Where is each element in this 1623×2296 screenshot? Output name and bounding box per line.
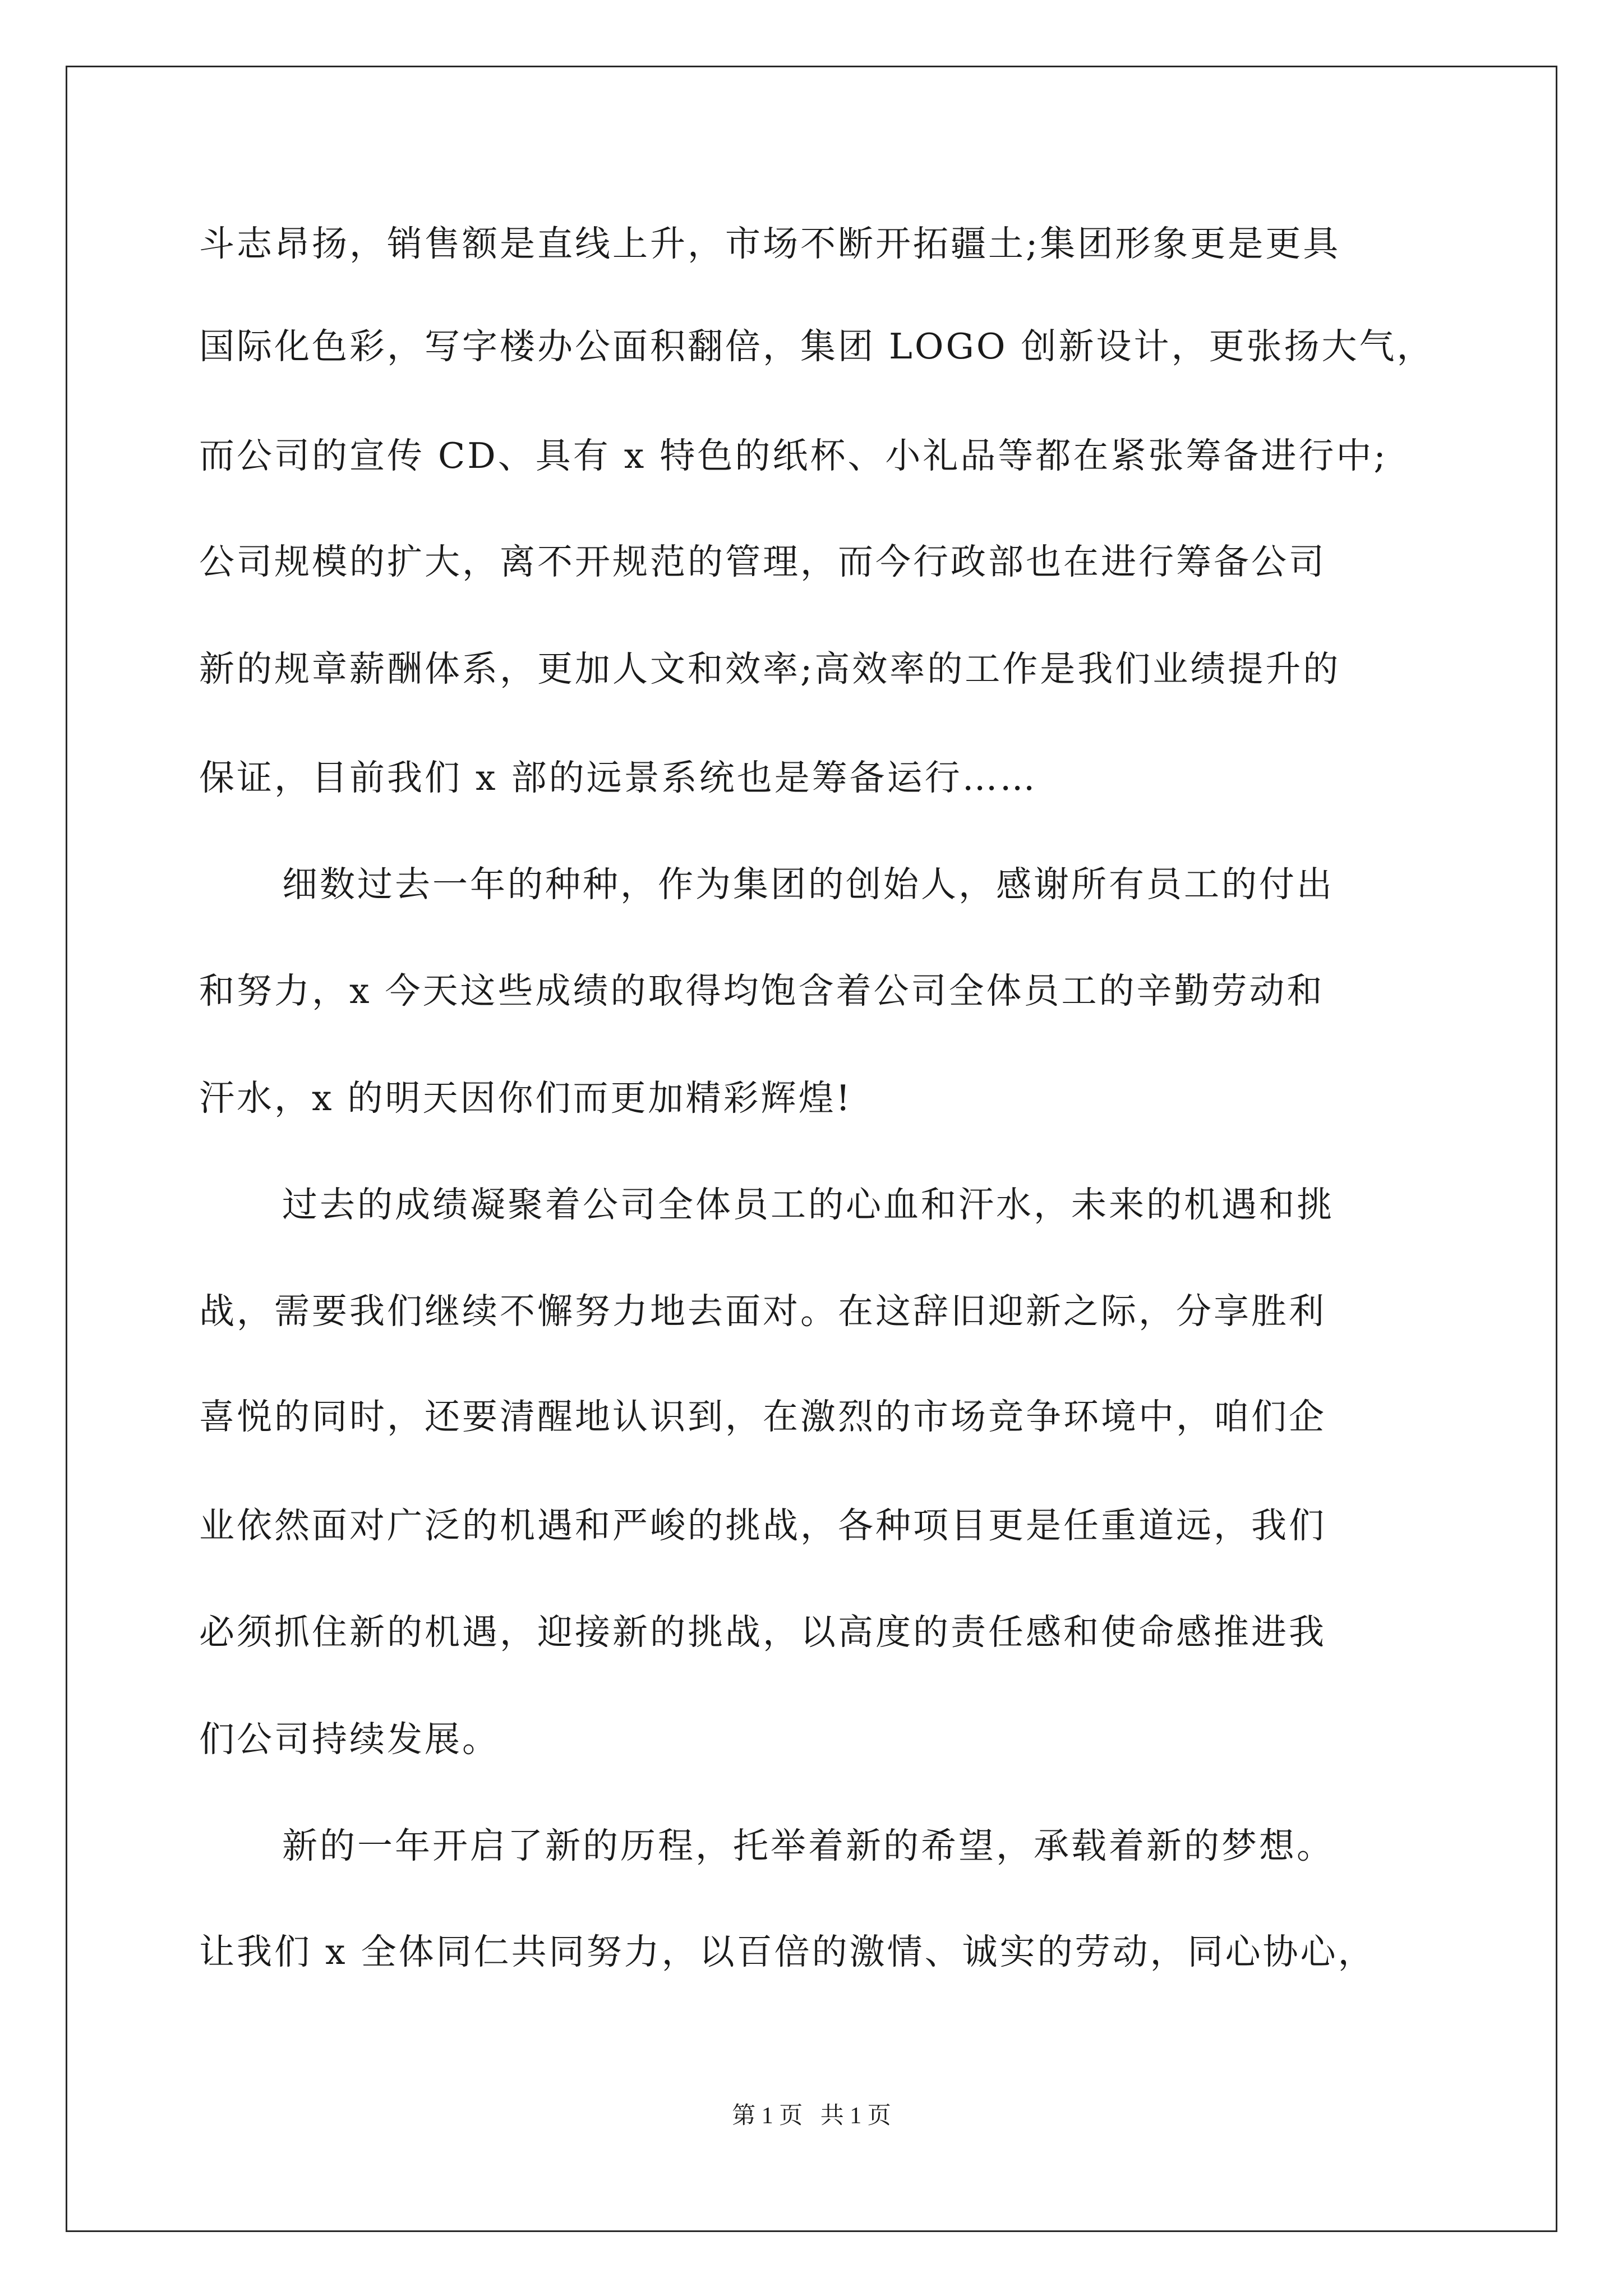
page-number-footer: 第 1 页 共 1 页 <box>732 2103 891 2129</box>
paragraph-line: 斗志昂扬，销售额是直线上升，市场不断开拓疆土;集团形象更是更具 <box>199 223 1341 264</box>
paragraph-first-line: 过去的成绩凝聚着公司全体员工的心血和汗水，未来的机遇和挑 <box>282 1184 1334 1225</box>
paragraph-first-line: 细数过去一年的种种，作为集团的创始人，感谢所有员工的付出 <box>282 864 1334 905</box>
paragraph-line: 而公司的宣传 CD、具有 x 特色的纸杯、小礼品等都在紧张筹备进行中; <box>199 435 1388 476</box>
paragraph-line: 国际化色彩，写字楼办公面积翻倍，集团 LOGO 创新设计，更张扬大气， <box>199 326 1435 367</box>
paragraph-line: 和努力，x 今天这些成绩的取得均饱含着公司全体员工的辛勤劳动和 <box>199 970 1325 1011</box>
paragraph-first-line: 新的一年开启了新的历程，托举着新的希望，承载着新的梦想。 <box>282 1825 1334 1866</box>
paragraph-line: 公司规模的扩大，离不开规范的管理，而今行政部也在进行筹备公司 <box>199 541 1326 582</box>
paragraph-line: 汗水，x 的明天因你们而更加精彩辉煌! <box>199 1078 852 1119</box>
page-border <box>66 66 1557 2232</box>
paragraph-line: 们公司持续发展。 <box>199 1719 500 1760</box>
paragraph-line: 必须抓住新的机遇，迎接新的挑战，以高度的责任感和使命感推进我 <box>199 1612 1326 1653</box>
paragraph-line: 新的规章薪酬体系，更加人文和效率;高效率的工作是我们业绩提升的 <box>199 648 1341 689</box>
paragraph-line: 战，需要我们继续不懈努力地去面对。在这辞旧迎新之际，分享胜利 <box>199 1291 1326 1332</box>
paragraph-line: 保证，目前我们 x 部的远景系统也是筹备运行…… <box>199 757 1038 798</box>
paragraph-line: 喜悦的同时，还要清醒地认识到，在激烈的市场竞争环境中，咱们企 <box>199 1396 1326 1437</box>
paragraph-line: 业依然面对广泛的机遇和严峻的挑战，各种项目更是任重道远，我们 <box>199 1505 1326 1546</box>
paragraph-line: 让我们 x 全体同仁共同努力，以百倍的激情、诚实的劳动，同心协心， <box>199 1931 1376 1972</box>
